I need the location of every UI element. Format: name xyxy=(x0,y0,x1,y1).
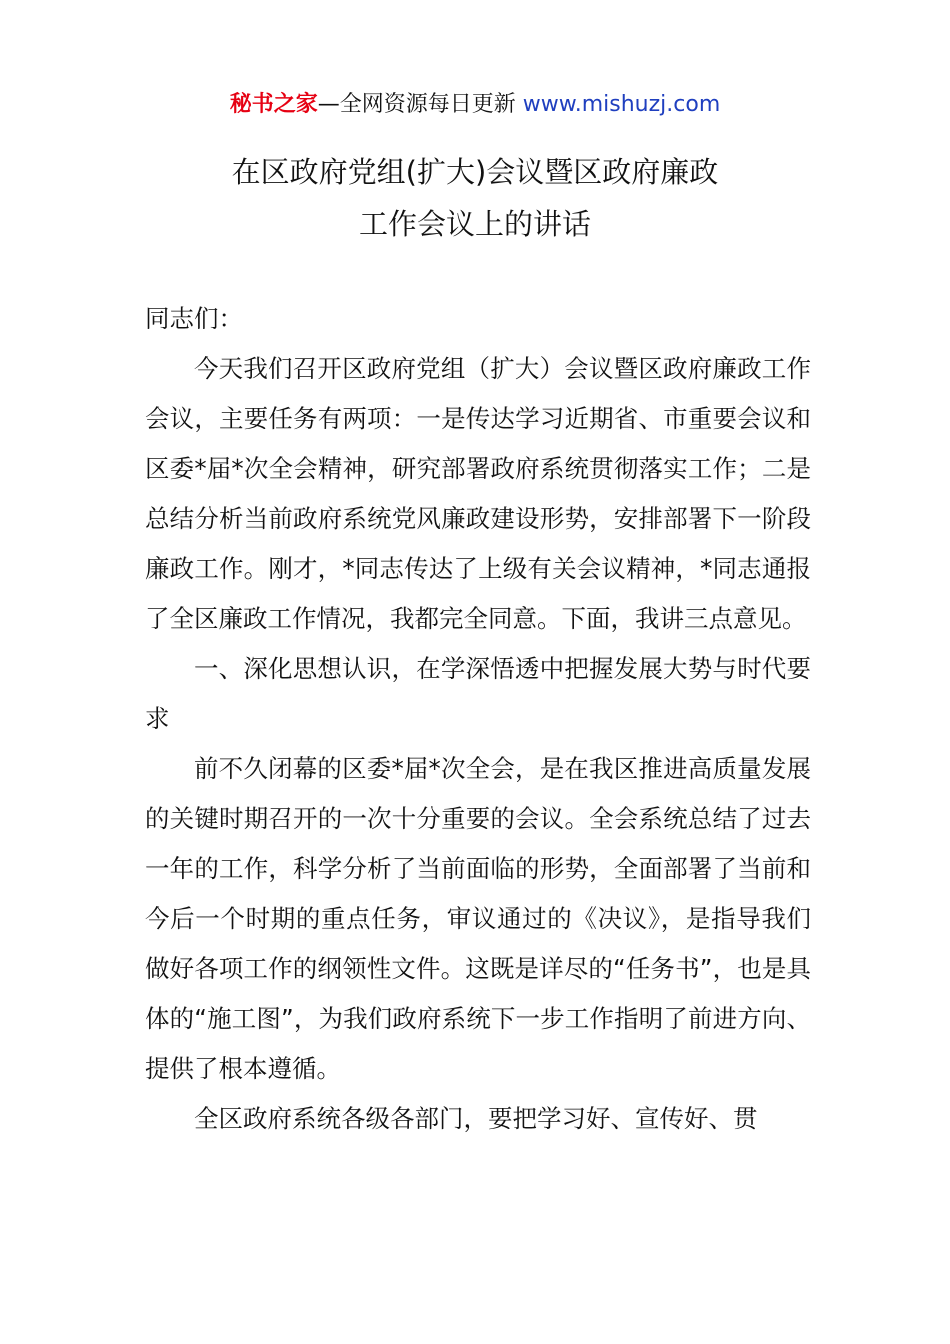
brand-name: 秘书之家 xyxy=(229,92,318,117)
title-line-2: 工作会议上的讲话 xyxy=(358,207,591,241)
paragraph-plenary: 前不久闭幕的区委*届*次全会，是在我区推进高质量发展的关键时期召开的一次十分重要的会议。全会系统总结了过去一年的工作，科学分析了当前面临的形势，全面部署了当前和今后一个时期的重点任务，审议通过的《决议》，是指导我们做好各项工作的纲领性文件。这既是详尽的“任务书”，也是具体的“施工图”，为我们政府系统下一步工作指明了前进方向、提供了根本遵循。 xyxy=(145,754,811,1083)
section-heading-1: 一、深化思想认识，在学深悟透中把握发展大势与时代要求 xyxy=(145,654,811,733)
header-tagline: —全网资源每日更新 xyxy=(317,92,523,117)
website-link[interactable]: www.mishuzj.com xyxy=(522,92,721,117)
document-title xyxy=(0,146,950,250)
title-line-1: 在区政府党组(扩大)会议暨区政府廉政 xyxy=(231,155,719,189)
salutation: 同志们： xyxy=(145,304,243,333)
paragraph-continuation: 全区政府系统各级各部门，要把学习好、宣传好、贯 xyxy=(194,1104,758,1133)
page-header xyxy=(0,88,950,122)
paragraph-intro: 今天我们召开区政府党组（扩大）会议暨区政府廉政工作会议，主要任务有两项：一是传达学习近期省、市重要会议和区委*届*次全会精神，研究部署政府系统贯彻落实工作；二是总结分析当前政府系统党风廉政建设形势，安排部署下一阶段廉政工作。刚才，*同志传达了上级有关会议精神，*同志通报了全区廉政工作情况，我都完全同意。下面，我讲三点意见。 xyxy=(145,354,811,633)
document-body xyxy=(145,294,811,1144)
